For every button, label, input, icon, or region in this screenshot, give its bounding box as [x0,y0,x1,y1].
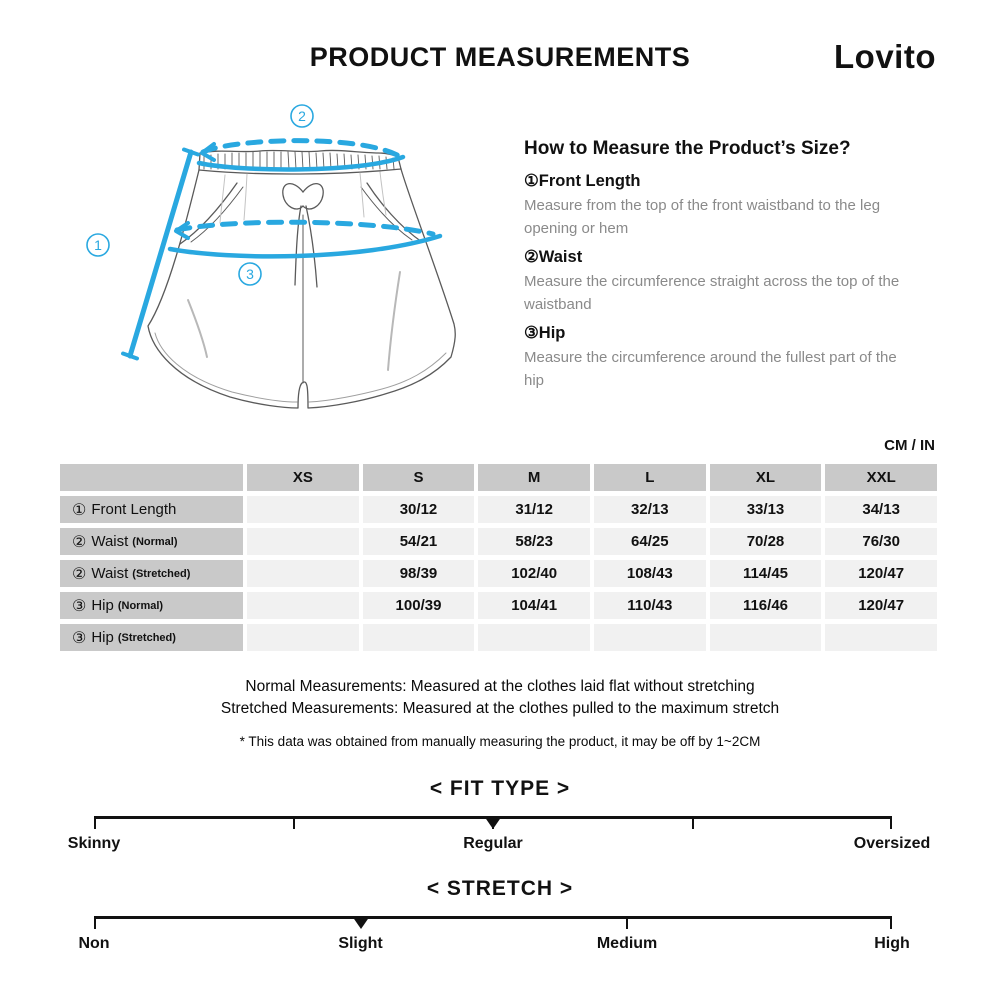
table-cell: 98/39 [363,560,475,587]
stretch-label-medium: Medium [596,935,658,952]
fit-type-title: < FIT TYPE > [429,777,571,800]
table-header-xs: XS [247,464,359,491]
stretch-tick [890,916,892,929]
row-annotation-number: ③ [72,629,87,647]
table-cell [363,624,475,651]
lovito-logo: Lovito [834,38,936,75]
how-to-item-desc: Measure from the top of the front waistband to the leg opening or hem [524,197,881,237]
table-cell: 100/39 [363,592,475,619]
table-cell: 30/12 [363,496,475,523]
shorts-outline [148,150,455,408]
table-header-xxl: XXL [825,464,937,491]
table-header-s: S [363,464,475,491]
row-annotation-number: ① [72,501,87,519]
stretch-label-non: Non [78,935,110,952]
hip-measure-solid-line [170,236,440,256]
table-cell [247,496,359,523]
measurement-notes [0,676,1000,720]
table-cell [247,560,359,587]
row-annotation-number: ② [72,565,87,583]
note-stretched: Stretched Measurements: Measured at the clothes pulled to the maximum stretch [220,700,780,717]
table-cell: 31/12 [478,496,590,523]
how-to-item-desc: Measure the circumference around the fullest part of the hip [524,349,897,389]
table-row-label-hip-stretched [60,624,243,651]
shorts-diagram [60,95,500,425]
front-length-cap-top [184,150,198,155]
how-to-item-hip [524,323,916,392]
how-to-item-label: ③Hip [524,324,566,342]
annotation-3-number: 3 [246,266,254,282]
table-cell: 108/43 [594,560,706,587]
stretch-marker-icon [352,916,370,929]
row-label-text: Waist [91,565,129,582]
how-to-item-label: ②Waist [524,248,583,266]
hip-measure-dashed-line [177,222,433,234]
row-label-sub: (Stretched) [132,567,191,580]
how-to-item-waist [524,247,916,316]
fit-type-scale [94,816,892,832]
fit-type-label-regular: Regular [463,835,523,852]
table-cell: 34/13 [825,496,937,523]
table-cell: 64/25 [594,528,706,555]
table-row-label-waist-stretched [60,560,243,587]
size-table [60,464,937,651]
stretch-tick [94,916,96,929]
table-cell: 120/47 [825,592,937,619]
table-cell [478,624,590,651]
table-cell: 54/21 [363,528,475,555]
how-to-item-desc: Measure the circumference straight across the top of the waistband [524,273,900,313]
table-header-m: M [478,464,590,491]
table-cell [247,528,359,555]
table-header-l: L [594,464,706,491]
stretch-axis [94,916,892,919]
table-cell [247,592,359,619]
fit-type-tick [692,816,694,829]
annotation-1-number: 1 [94,237,102,253]
fit-type-labels [67,835,931,855]
row-label-text: Front Length [91,501,177,518]
table-cell: 110/43 [594,592,706,619]
table-cell: 32/13 [594,496,706,523]
front-length-measure-line [130,152,191,356]
annotation-2-number: 2 [298,108,306,124]
table-cell: 76/30 [825,528,937,555]
fit-type-marker-icon [484,816,502,829]
page-title: PRODUCT MEASUREMENTS [309,42,691,72]
fit-type-tick [293,816,295,829]
row-label-text: Hip [91,597,114,614]
table-row-label-hip-normal [60,592,243,619]
table-cell [825,624,937,651]
stretch-tick [626,916,628,929]
fit-type-label-skinny: Skinny [67,835,121,852]
table-cell: 114/45 [710,560,822,587]
row-label-sub: (Normal) [117,599,164,612]
stretch-label-slight: Slight [338,935,383,952]
stretch-labels [78,935,910,955]
how-to-item-label: ①Front Length [524,172,641,190]
table-header-xl: XL [710,464,822,491]
table-cell: 104/41 [478,592,590,619]
table-cell [594,624,706,651]
table-cell [247,624,359,651]
table-cell [710,624,822,651]
row-label-text: Waist [91,533,129,550]
disclaimer-note: * This data was obtained from manually measuring the product, it may be off by 1~2CM [239,734,761,749]
stretch-scale [94,916,892,932]
stretch-title: < STRETCH > [426,877,574,900]
unit-label: CM / IN [884,437,935,454]
row-annotation-number: ③ [72,597,87,615]
row-label-text: Hip [91,629,114,646]
table-cell: 120/47 [825,560,937,587]
table-cell: 70/28 [710,528,822,555]
table-cell: 102/40 [478,560,590,587]
how-to-item-front-length [524,171,916,240]
how-to-measure-section [524,138,916,392]
fit-type-tick [94,816,96,829]
how-to-title: How to Measure the Product’s Size? [524,138,851,159]
table-header-corner [60,464,243,491]
row-label-sub: (Stretched) [117,631,176,644]
row-label-sub: (Normal) [132,535,178,548]
table-cell: 58/23 [478,528,590,555]
front-length-cap-bottom [123,354,137,359]
fit-type-tick [890,816,892,829]
fit-type-label-oversized: Oversized [853,835,931,852]
stretch-label-high: High [874,935,910,952]
row-annotation-number: ② [72,533,87,551]
table-cell: 116/46 [710,592,822,619]
table-row-label-front-length [60,496,243,523]
table-row-label-waist-normal [60,528,243,555]
table-cell: 33/13 [710,496,822,523]
note-normal: Normal Measurements: Measured at the clothes laid flat without stretching [245,678,755,695]
